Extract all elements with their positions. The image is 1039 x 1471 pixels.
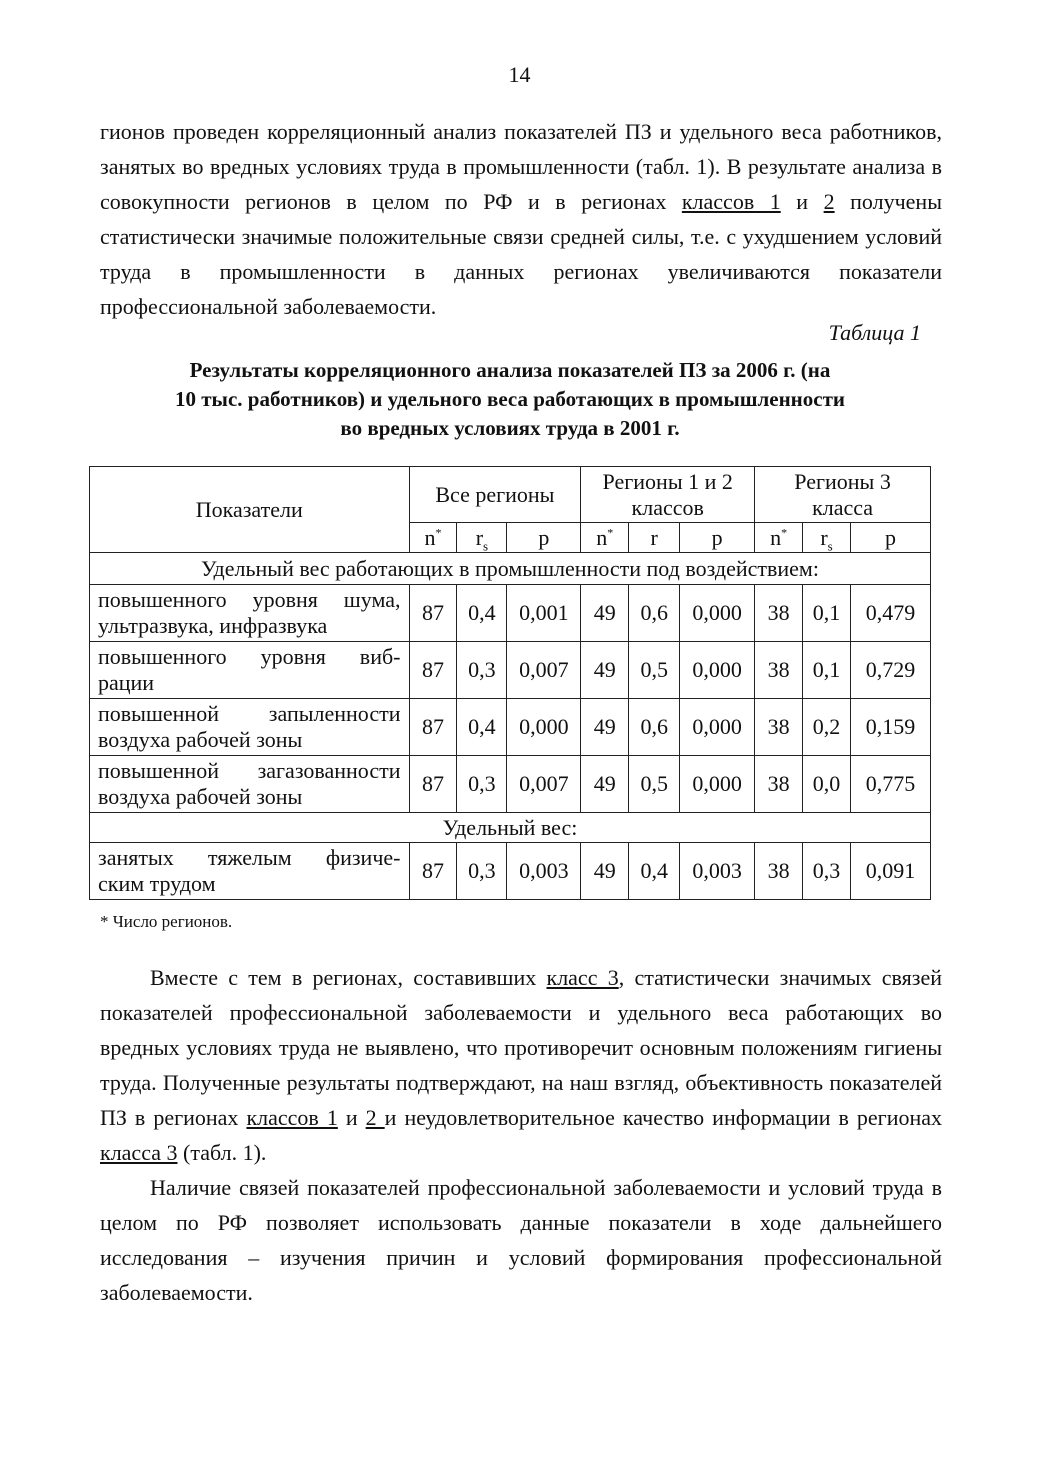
col-rs-label: r xyxy=(820,524,828,550)
section-label: Удельный вес работающих в промышленности под воздействием: xyxy=(90,553,931,585)
cell-value: 0,000 xyxy=(507,699,581,756)
cell-value: 49 xyxy=(581,756,629,813)
col-n xyxy=(581,523,629,553)
row-label-line2: ским трудом xyxy=(98,871,216,896)
para1-text-a: гионов проведен корреляционный анализ показателей ПЗ и удельного веса работников, занятых во вредных условиях труда в промышленности (табл. 1). В результате анализа в совокупности регионов в целом по РФ и в регионах xyxy=(100,119,942,214)
para1-link-classes-1: классов 1 xyxy=(681,189,781,214)
cell-value: 38 xyxy=(755,843,803,900)
section-label: Удельный вес: xyxy=(90,813,931,843)
table-row xyxy=(90,642,931,699)
cell-value: 0,5 xyxy=(629,756,680,813)
table-title xyxy=(100,356,920,443)
row-label-line2: воздуха рабочей зоны xyxy=(98,727,303,752)
header-indicators: Показатели xyxy=(90,467,410,553)
table-row xyxy=(90,585,931,642)
cell-value: 0,007 xyxy=(507,756,581,813)
cell-value: 0,4 xyxy=(457,699,507,756)
cell-value: 49 xyxy=(581,843,629,900)
cell-value: 0,007 xyxy=(507,642,581,699)
col-p: p xyxy=(507,523,581,553)
table-footnote: * Число регионов. xyxy=(100,912,233,931)
cell-value: 87 xyxy=(409,843,457,900)
cell-value: 0,3 xyxy=(803,843,851,900)
table-header-row xyxy=(90,467,931,523)
cell-value: 0,003 xyxy=(680,843,755,900)
row-label xyxy=(90,585,410,642)
col-p: p xyxy=(680,523,755,553)
col-n xyxy=(755,523,803,553)
header-regions-3 xyxy=(755,467,931,523)
header-all-regions: Все регионы xyxy=(409,467,581,523)
para2-text-d: и неудовлетворительное качество информации в регионах xyxy=(384,1105,943,1130)
correlation-table xyxy=(89,466,931,900)
cell-value: 49 xyxy=(581,585,629,642)
para2-text-b: , статистически значимых связей показателей профессиональной заболеваемости и удельного веса работающих во вредных условиях труда не выявлено, что противоречит основным положениям гигиены труда. Полученные результаты подтверждают, на наш взгляд, объективность показателей ПЗ в регионах xyxy=(100,965,942,1130)
header-regions-1-2-line1: Регионы 1 и 2 xyxy=(602,468,733,494)
cell-value: 0,159 xyxy=(851,699,931,756)
cell-value: 0,001 xyxy=(507,585,581,642)
col-rs-label: r xyxy=(475,524,484,550)
cell-value: 0,775 xyxy=(851,756,931,813)
cell-value: 49 xyxy=(581,642,629,699)
row-label xyxy=(90,843,410,900)
table-row xyxy=(90,843,931,900)
row-label-line1: занятых тяжелым физиче- xyxy=(98,845,401,870)
section-row xyxy=(90,813,931,843)
cell-value: 87 xyxy=(409,699,457,756)
cell-value: 0,6 xyxy=(629,699,680,756)
table-body-physical xyxy=(90,843,931,900)
col-n-footnote-mark: * xyxy=(607,525,614,540)
table-body-exposure xyxy=(90,585,931,813)
col-n-footnote-mark: * xyxy=(781,525,788,540)
row-label-line2: рации xyxy=(98,670,155,695)
cell-value: 0,3 xyxy=(457,756,507,813)
row-label-line1: повышенной загазованности xyxy=(98,758,401,783)
cell-value: 0,3 xyxy=(457,642,507,699)
cell-value: 0,4 xyxy=(629,843,680,900)
row-label xyxy=(90,699,410,756)
row-label-line2: воздуха рабочей зоны xyxy=(98,784,303,809)
cell-value: 0,000 xyxy=(680,699,755,756)
col-n xyxy=(409,523,457,553)
para2-link-class-3b: класса 3 xyxy=(100,1140,178,1165)
row-label-line1: повышенного уровня виб- xyxy=(98,644,401,669)
para2-text-a: Вместе с тем в регионах, составивших xyxy=(150,965,547,990)
table-title-line: Результаты корреляционного анализа показателей ПЗ за 2006 г. (на xyxy=(189,358,831,382)
paragraph-intro xyxy=(100,114,942,324)
header-regions-1-2-line2: классов xyxy=(631,494,704,520)
col-rs-subscript: s xyxy=(483,537,489,553)
cell-value: 38 xyxy=(755,642,803,699)
row-label-line2: ультразвука, инфразвука xyxy=(98,613,328,638)
col-n-label: n xyxy=(770,524,782,550)
cell-value: 38 xyxy=(755,585,803,642)
row-label-line1: повышенного уровня шума, xyxy=(98,587,401,612)
cell-value: 0,1 xyxy=(803,585,851,642)
cell-value: 0,479 xyxy=(851,585,931,642)
section-row xyxy=(90,553,931,585)
cell-value: 0,3 xyxy=(457,843,507,900)
para1-text-c: получены статистически значимые положительные связи средней силы, т.е. с ухудшением условий труда в промышленности в данных регионах увеличиваются показатели профессиональной заболеваемости. xyxy=(100,189,942,319)
col-rs xyxy=(803,523,851,553)
table-label: Таблица 1 xyxy=(828,320,921,345)
row-label xyxy=(90,642,410,699)
cell-value: 87 xyxy=(409,756,457,813)
para2-link-classes-1: классов 1 xyxy=(246,1105,338,1130)
cell-value: 0,2 xyxy=(803,699,851,756)
table-row xyxy=(90,756,931,813)
cell-value: 0,091 xyxy=(851,843,931,900)
para2-link-class-3: класс 3 xyxy=(546,965,619,990)
row-label xyxy=(90,756,410,813)
page-number: 14 xyxy=(508,62,531,87)
para2-text-c: и xyxy=(337,1105,366,1130)
cell-value: 0,000 xyxy=(680,756,755,813)
header-regions-3-line2: класса xyxy=(812,494,874,520)
cell-value: 0,000 xyxy=(680,585,755,642)
para2-text-e: (табл. 1). xyxy=(177,1140,267,1165)
cell-value: 49 xyxy=(581,699,629,756)
cell-value: 38 xyxy=(755,699,803,756)
header-regions-3-line1: Регионы 3 xyxy=(794,468,891,494)
col-n-label: n xyxy=(596,524,608,550)
col-n-footnote-mark: * xyxy=(435,525,442,540)
cell-value: 0,1 xyxy=(803,642,851,699)
para1-link-class-2: 2 xyxy=(823,189,835,214)
col-rs-subscript: s xyxy=(827,537,833,553)
cell-value: 0,000 xyxy=(680,642,755,699)
cell-value: 0,4 xyxy=(457,585,507,642)
table-title-line: во вредных условиях труда в 2001 г. xyxy=(340,416,680,440)
col-r: r xyxy=(629,523,680,553)
paragraph-class3 xyxy=(100,960,942,1170)
col-n-label: n xyxy=(424,524,436,550)
table-row xyxy=(90,699,931,756)
para1-text-b: и xyxy=(780,189,824,214)
cell-value: 0,5 xyxy=(629,642,680,699)
cell-value: 0,003 xyxy=(507,843,581,900)
cell-value: 0,0 xyxy=(803,756,851,813)
paragraph-conclusion: Наличие связей показателей профессиональной заболеваемости и условий труда в целом по РФ позволяет использовать данные показатели в ходе дальнейшего исследования – изучения причин и условий формирования профессиональной заболеваемости. xyxy=(100,1175,942,1305)
header-regions-1-2 xyxy=(581,467,755,523)
cell-value: 0,6 xyxy=(629,585,680,642)
cell-value: 38 xyxy=(755,756,803,813)
col-p: p xyxy=(851,523,931,553)
row-label-line1: повышенной запыленности xyxy=(98,701,401,726)
col-rs xyxy=(457,523,507,553)
cell-value: 87 xyxy=(409,585,457,642)
cell-value: 0,729 xyxy=(851,642,931,699)
para2-link-class-2: 2 xyxy=(365,1105,385,1130)
cell-value: 87 xyxy=(409,642,457,699)
table-title-line: 10 тыс. работников) и удельного веса работающих в промышленности xyxy=(174,387,846,411)
